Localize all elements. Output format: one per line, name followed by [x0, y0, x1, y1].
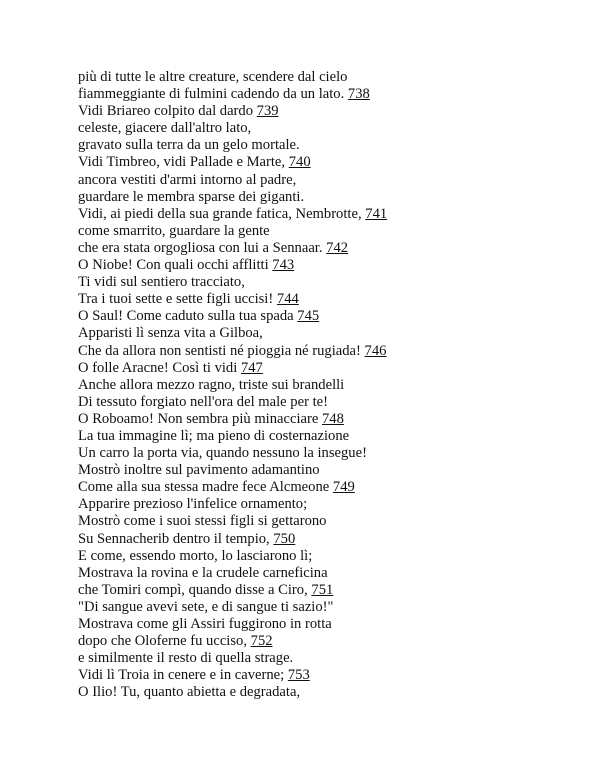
- poem-line-text: che Tomiri compì, quando disse a Ciro,: [78, 581, 308, 598]
- poem-line-text: O Roboamo! Non sembra più minacciare: [78, 410, 319, 427]
- poem-line-text: e similmente il resto di quella strage.: [78, 650, 294, 667]
- footnote-link[interactable]: 744: [276, 291, 299, 308]
- poem-line: [78, 684, 578, 701]
- poem-line: [78, 360, 578, 377]
- poem-line: [78, 462, 578, 479]
- poem-line: [78, 274, 578, 291]
- poem-line-text: Apparisti lì senza vita a Gilboa,: [78, 325, 263, 342]
- footnote-link[interactable]: 753: [287, 667, 310, 684]
- poem-line-text: guardare le membra sparse dei giganti.: [78, 188, 305, 205]
- footnote-link[interactable]: 747: [240, 359, 263, 376]
- poem-line: [78, 633, 578, 650]
- poem-line: [78, 343, 578, 360]
- poem-line-text: Vidi, ai piedi della sua grande fatica, Nembrotte,: [78, 205, 362, 222]
- poem-line-text: Mostrò come i suoi stessi figli si gettarono: [78, 513, 327, 530]
- footnote-link[interactable]: 742: [326, 239, 349, 256]
- poem-line: [78, 548, 578, 565]
- poem-text-block: [78, 69, 578, 701]
- poem-line: [78, 667, 578, 684]
- footnote-link[interactable]: 749: [332, 479, 355, 496]
- poem-line-text: O folle Aracne! Così ti vidi: [78, 359, 238, 376]
- poem-line: [78, 120, 578, 137]
- poem-line-text: Un carro la porta via, quando nessuno la insegue!: [78, 445, 367, 462]
- footnote-link[interactable]: 748: [321, 410, 344, 427]
- poem-line: [78, 240, 578, 257]
- poem-line-text: Anche allora mezzo ragno, triste sui brandelli: [78, 376, 345, 393]
- poem-line: [78, 291, 578, 308]
- poem-line-text: Ti vidi sul sentiero tracciato,: [78, 274, 245, 291]
- poem-line-text: più di tutte le altre creature, scendere dal cielo: [78, 69, 348, 85]
- poem-line: [78, 86, 578, 103]
- footnote-link[interactable]: 746: [364, 342, 387, 359]
- footnote-link[interactable]: 751: [311, 581, 334, 598]
- poem-line: [78, 154, 578, 171]
- poem-line-text: O Saul! Come caduto sulla tua spada: [78, 308, 294, 325]
- poem-line-text: Vidi Timbreo, vidi Pallade e Marte,: [78, 154, 286, 171]
- poem-line: [78, 257, 578, 274]
- poem-line-text: Vidi Briareo colpito dal dardo: [78, 103, 254, 120]
- poem-line-text: O Niobe! Con quali occhi afflitti: [78, 257, 269, 274]
- poem-line: [78, 496, 578, 513]
- poem-line-text: ancora vestiti d'armi intorno al padre,: [78, 171, 297, 188]
- poem-line-text: Mostrava come gli Assiri fuggirono in rotta: [78, 616, 332, 632]
- poem-line-text: Tra i tuoi sette e sette figli uccisi!: [78, 291, 274, 308]
- poem-line: [78, 582, 578, 599]
- poem-line-text: gravato sulla terra da un gelo mortale.: [78, 137, 300, 154]
- poem-line-text: Vidi lì Troia in cenere e in caverne;: [78, 667, 285, 684]
- footnote-link[interactable]: 743: [272, 257, 295, 274]
- poem-line: [78, 69, 578, 86]
- poem-line-text: fiammeggiante di fulmini cadendo da un lato.: [78, 86, 345, 103]
- poem-line: [78, 325, 578, 342]
- poem-line: [78, 394, 578, 411]
- poem-line: [78, 479, 578, 496]
- poem-line-text: La tua immagine lì; ma pieno di costernazione: [78, 427, 350, 444]
- poem-line-text: come smarrito, guardare la gente: [78, 222, 270, 239]
- poem-line-text: Che da allora non sentisti né pioggia né rugiada!: [78, 342, 361, 359]
- poem-line: [78, 445, 578, 462]
- footnote-link[interactable]: 738: [347, 86, 370, 103]
- poem-line-text: celeste, giacere dall'altro lato,: [78, 120, 252, 137]
- footnote-link[interactable]: 741: [365, 205, 388, 222]
- poem-line: [78, 189, 578, 206]
- poem-line-text: Mostrò inoltre sul pavimento adamantino: [78, 462, 320, 479]
- poem-line: [78, 650, 578, 667]
- poem-line: [78, 616, 578, 633]
- poem-line-text: che era stata orgogliosa con lui a Sennaar.: [78, 239, 323, 256]
- poem-line: [78, 513, 578, 530]
- poem-line: [78, 599, 578, 616]
- poem-line-text: E come, essendo morto, lo lasciarono lì;: [78, 547, 313, 564]
- footnote-link[interactable]: 745: [297, 308, 320, 325]
- poem-line-text: Mostrava la rovina e la crudele carneficina: [78, 564, 328, 581]
- poem-line: [78, 411, 578, 428]
- poem-line: [78, 428, 578, 445]
- poem-line-text: Su Sennacherib dentro il tempio,: [78, 530, 270, 547]
- footnote-link[interactable]: 750: [273, 530, 296, 547]
- footnote-link[interactable]: 739: [256, 103, 279, 120]
- poem-line: [78, 531, 578, 548]
- poem-line: [78, 103, 578, 120]
- poem-line: [78, 223, 578, 240]
- poem-line-text: dopo che Oloferne fu ucciso,: [78, 633, 247, 650]
- footnote-link[interactable]: 740: [288, 154, 311, 171]
- poem-line: [78, 565, 578, 582]
- poem-line-text: "Di sangue avevi sete, e di sangue ti sazio!": [78, 598, 334, 615]
- poem-line-text: O Ilio! Tu, quanto abietta e degradata,: [78, 684, 301, 701]
- poem-line: [78, 206, 578, 223]
- footnote-link[interactable]: 752: [250, 633, 273, 650]
- poem-line-text: Apparire prezioso l'infelice ornamento;: [78, 496, 308, 513]
- poem-line: [78, 308, 578, 325]
- poem-line-text: Come alla sua stessa madre fece Alcmeone: [78, 479, 330, 496]
- poem-line: [78, 377, 578, 394]
- poem-line: [78, 172, 578, 189]
- poem-line: [78, 137, 578, 154]
- poem-line-text: Di tessuto forgiato nell'ora del male per te!: [78, 393, 328, 410]
